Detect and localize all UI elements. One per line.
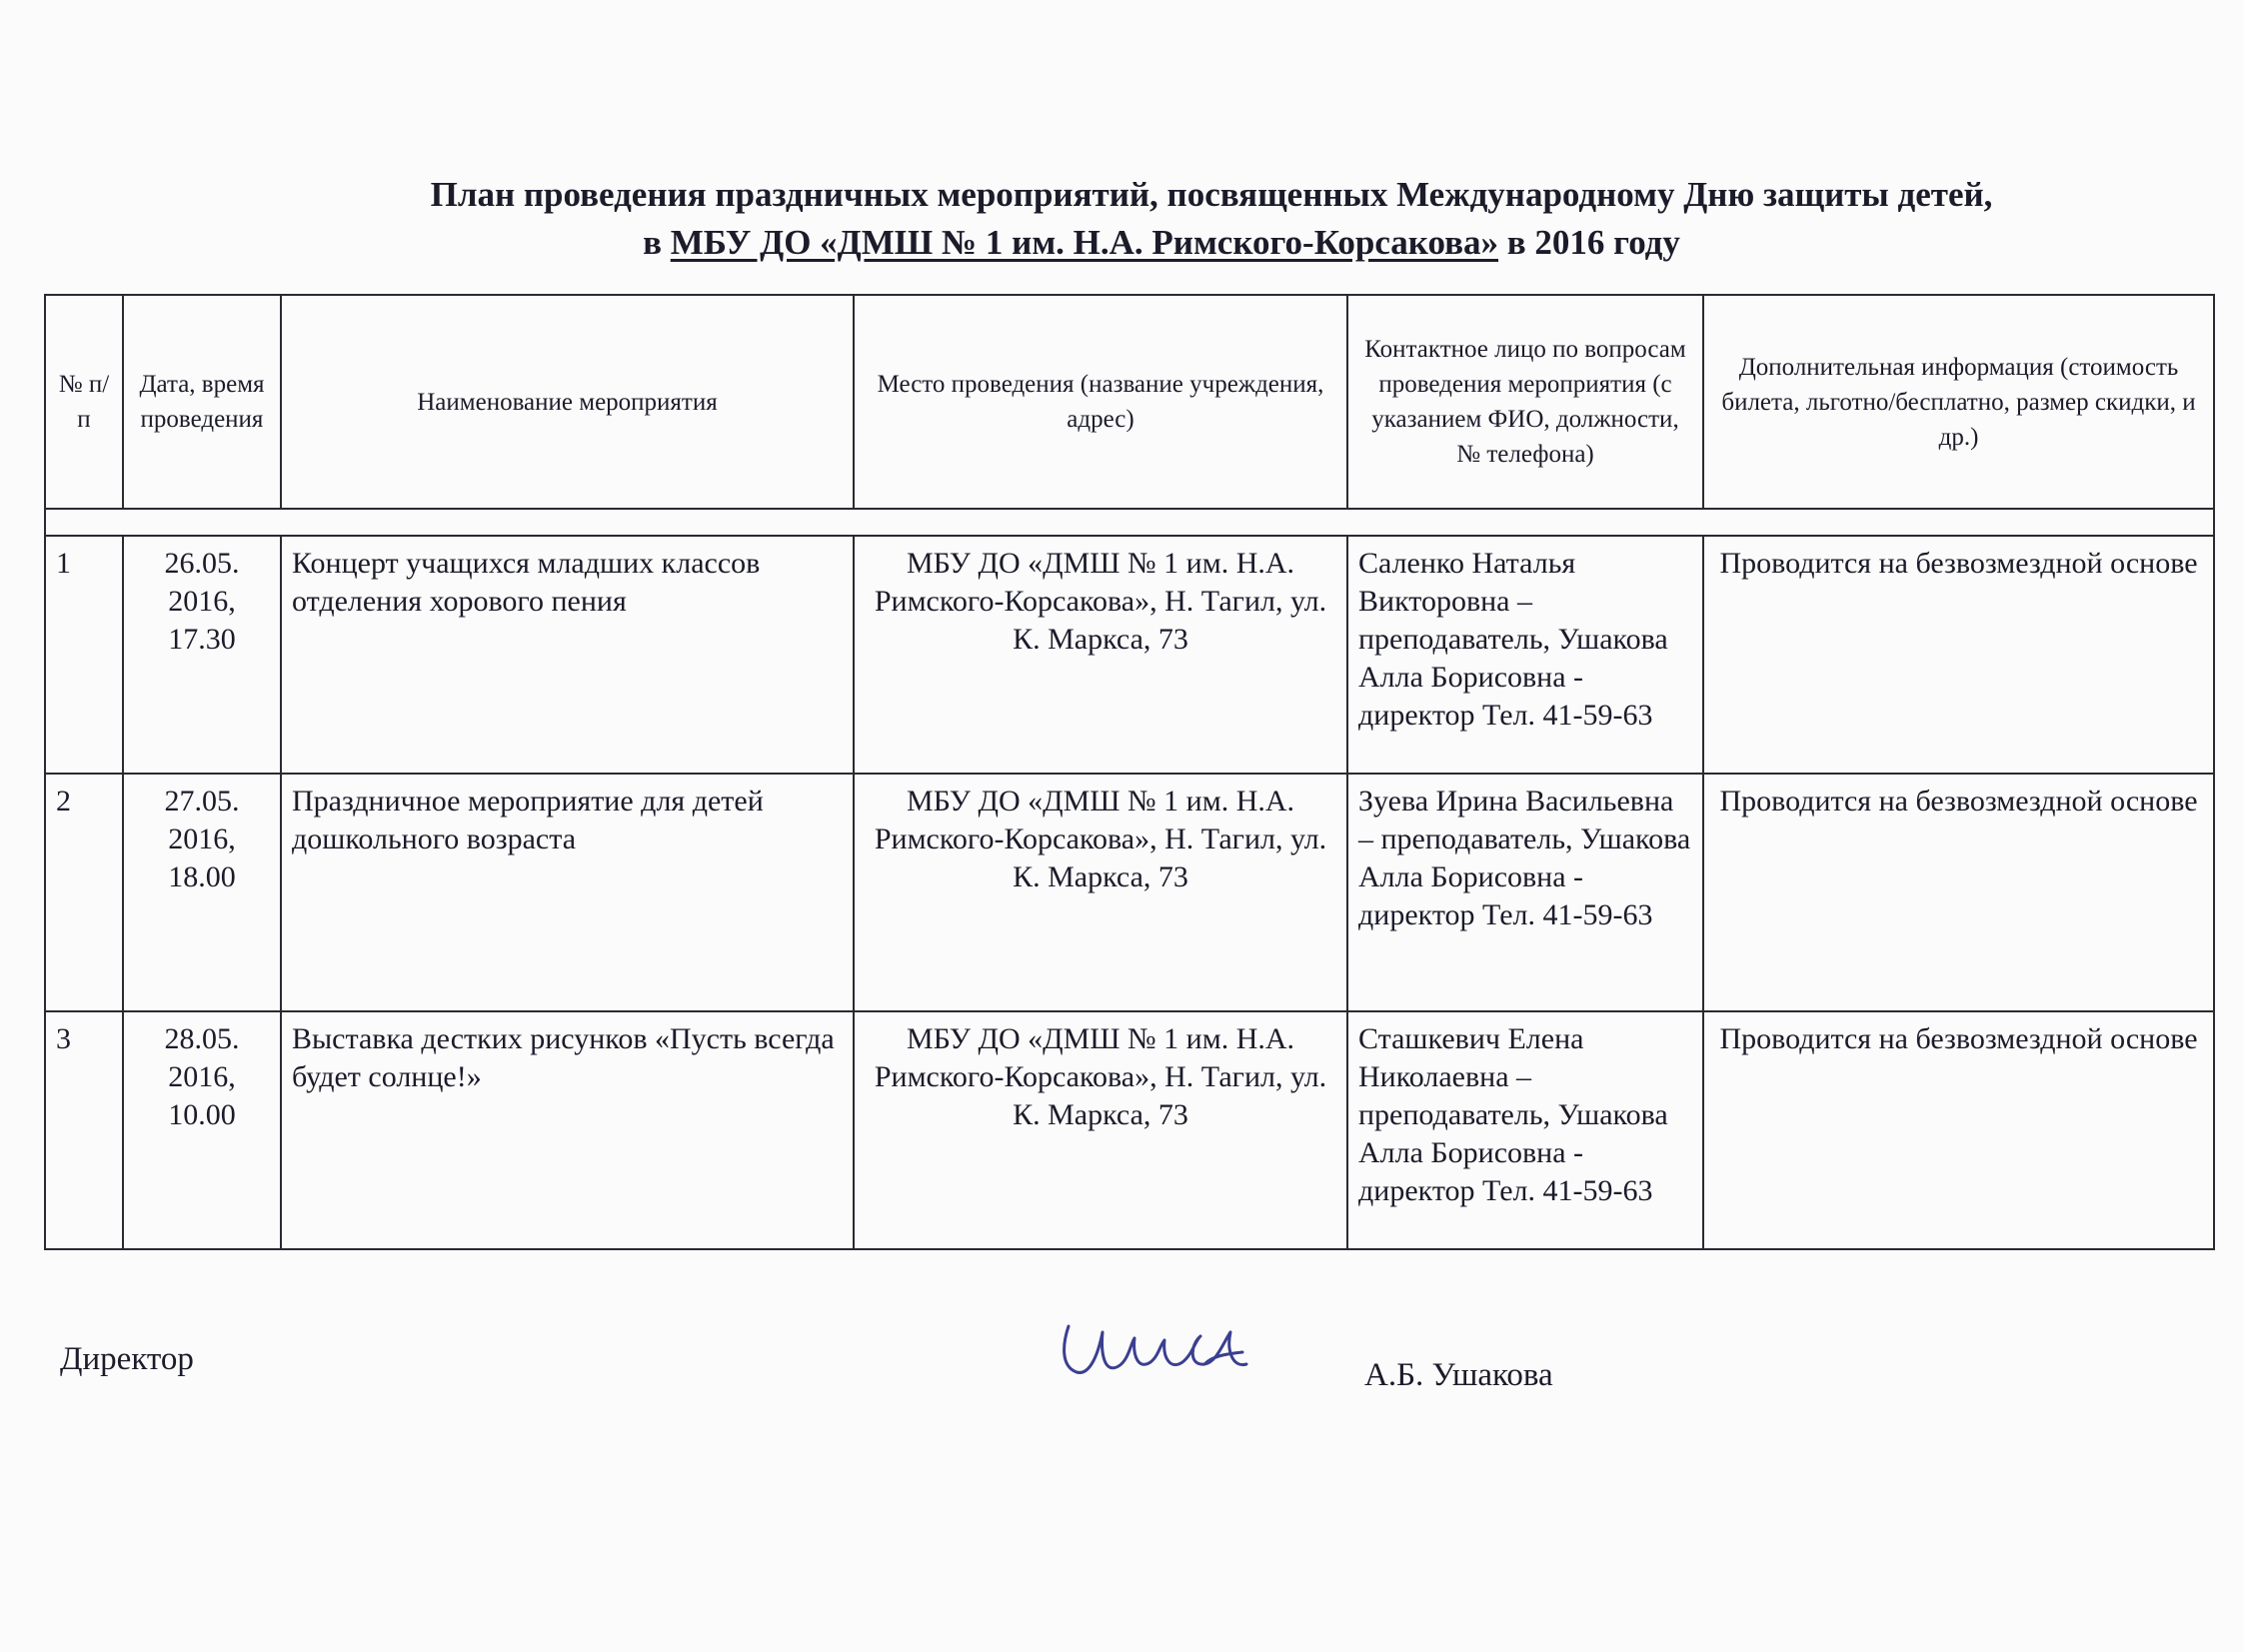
row-event: Праздничное мероприятие для детей дошкольного возраста	[281, 774, 854, 1011]
spacer-cell	[45, 509, 2214, 536]
director-label: Директор	[60, 1341, 194, 1377]
header-num: № п/п	[45, 295, 123, 509]
row-contact: Саленко Наталья Викторовна – преподаватель, Ушакова Алла Борисовна - директор Тел. 41-59-63	[1347, 536, 1703, 774]
row-place: МБУ ДО «ДМШ № 1 им. Н.А. Римского-Корсакова», Н. Тагил, ул. К. Маркса, 73	[854, 536, 1347, 774]
row-date: 26.05. 2016, 17.30	[123, 536, 281, 774]
row-info: Проводится на безвозмездной основе	[1703, 536, 2214, 774]
document-title-line-1: План проведения праздничных мероприятий, посвященных Международному Дню защиты детей,	[430, 175, 1993, 214]
row-date: 27.05. 2016, 18.00	[123, 774, 281, 1011]
row-place: МБУ ДО «ДМШ № 1 им. Н.А. Римского-Корсакова», Н. Тагил, ул. К. Маркса, 73	[854, 774, 1347, 1011]
title-suffix: в 2016 году	[1498, 223, 1680, 262]
row-info: Проводится на безвозмездной основе	[1703, 774, 2214, 1011]
row-date: 28.05. 2016, 10.00	[123, 1011, 281, 1249]
header-contact: Контактное лицо по вопросам проведения мероприятия (с указанием ФИО, должности, № телефона)	[1347, 295, 1703, 509]
row-contact: Зуева Ирина Васильевна – преподаватель, Ушакова Алла Борисовна - директор Тел. 41-59-63	[1347, 774, 1703, 1011]
signature-image	[1055, 1304, 1264, 1394]
row-event: Выставка дестких рисунков «Пусть всегда будет солнце!»	[281, 1011, 854, 1249]
table-row	[45, 774, 2214, 1011]
table-spacer-row	[45, 509, 2214, 536]
row-contact: Сташкевич Елена Николаевна – преподаватель, Ушакова Алла Борисовна - директор Тел. 41-59-63	[1347, 1011, 1703, 1249]
title-organization: МБУ ДО «ДМШ № 1 им. Н.А. Римского-Корсакова»	[670, 223, 1499, 262]
table-row	[45, 536, 2214, 774]
header-place: Место проведения (название учреждения, адрес)	[854, 295, 1347, 509]
header-date: Дата, время проведения	[123, 295, 281, 509]
row-num: 3	[45, 1011, 123, 1249]
header-info: Дополнительная информация (стоимость билета, льготно/бесплатно, размер скидки, и др.)	[1703, 295, 2214, 509]
director-name: А.Б. Ушакова	[1364, 1357, 1553, 1393]
row-place: МБУ ДО «ДМШ № 1 им. Н.А. Римского-Корсакова», Н. Тагил, ул. К. Маркса, 73	[854, 1011, 1347, 1249]
table-header-row	[45, 295, 2214, 509]
row-num: 2	[45, 774, 123, 1011]
header-event: Наименование мероприятия	[281, 295, 854, 509]
row-info: Проводится на безвозмездной основе	[1703, 1011, 2214, 1249]
title-prefix: в	[643, 223, 671, 262]
table-row	[45, 1011, 2214, 1249]
row-event: Концерт учащихся младших классов отделения хорового пения	[281, 536, 854, 774]
row-num: 1	[45, 536, 123, 774]
document-title-line-2	[40, 220, 2243, 266]
events-table	[44, 294, 2215, 1250]
